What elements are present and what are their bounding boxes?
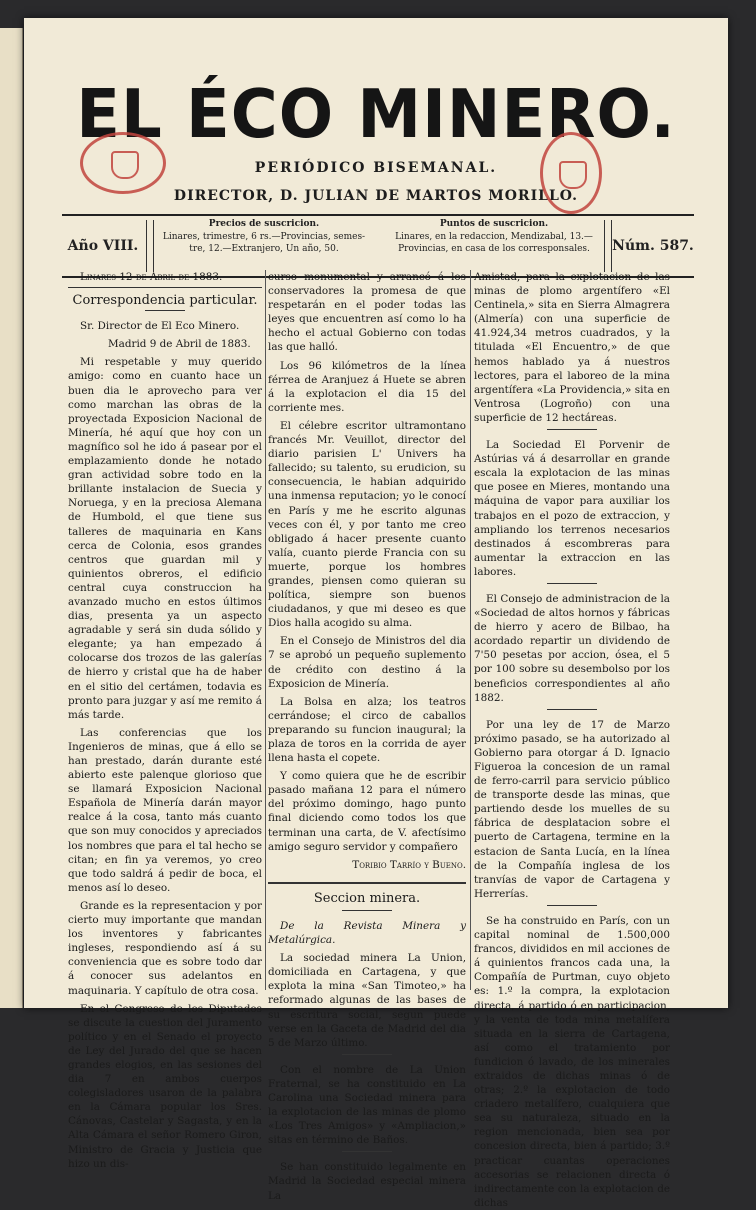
divider <box>146 220 154 272</box>
divider <box>604 220 612 272</box>
paragraph: Los 96 kilómetros de la línea férrea de Aranjuez á Huete se abren á la explotacion el dia 15 del corriente mes. <box>268 359 466 414</box>
paragraph: Las conferencias que los Ingenieros de minas, que á ello se han prestado, darán durante esté abierto este palenque glorioso que se llamará Exposicion Nacional Española de Minería darán mayor realce á la cosa, tanto más cuanto que son muy conocidos y apreciados los nombres que para el tal hecho se citan; en fin ya veremos, yo creo que todo saldrá á pedir de boca, el menos así lo deseo. <box>68 726 262 894</box>
adjacent-page-edge <box>0 28 23 1008</box>
masthead-subtitle: PERIÓDICO BISEMANAL. <box>254 160 498 176</box>
column-3 <box>474 270 670 1209</box>
paragraph: Y como quiera que he de escribir pasado mañana 12 para el número del próximo domingo, hago punto final diciendo como todos los que terminan una carta, de V. afectísimo amigo seguro servidor y compañero <box>268 770 466 853</box>
rule <box>547 905 597 906</box>
rule <box>342 1151 392 1152</box>
paragraph: Con el nombre de La Union Fraternal, se ha constituido en La Carolina una Sociedad minera para la explotacion de las minas de plomo «Los Tres Amigos» y «Ampliacion,» sitas en término de Baños. <box>268 1063 466 1147</box>
column-rule <box>470 270 471 990</box>
rule <box>342 910 392 911</box>
paragraph: Mi respetable y muy querido amigo: como en cuanto hace un buen dia le aprovecho para ver como marchan las obras de la proyectada Exposicion Nacional de Minería, hé aquí que hoy con un magnífico sol he ido á pasear por el emplazamiento donde he notado gran actividad sobre todo en la brillante instalacion de Suecia y Noruega, y en la preciosa Alemana de Humbold, el que tiene sus talleres de maquinaria en Kans cerca de Colonia, esos grandes centros que guardan mil y quinientos obreros, el edificio central cuya construccion ha avanzado mucho en estos últimos dias, presenta ya un aspecto agradable y será sin duda sólido y elegante; ya han empezado á colocarse dos trozos de las galerías de hierro y cristal que ha de haber en el sitio del certámen, todavia es pronto para juzgar y así me remito á más tarde. <box>68 356 262 721</box>
newspaper-page <box>24 18 728 1209</box>
paragraph: La sociedad minera La Union, domiciliada en Cartagena, y que explota la mina «San Timoteo,» ha reformado algunas de las bases de su escritura social, segun puede verse en la Gaceta de Madrid del dia 5 de Marzo último. <box>268 952 466 1049</box>
column-1 <box>68 270 262 1170</box>
masthead-director: DIRECTOR, D. JULIAN DE MARTOS MORILLO. <box>173 188 579 204</box>
dateline: Linares 12 de Abril de 1883. <box>68 270 262 288</box>
subscription-prices <box>154 216 374 276</box>
subscription-points <box>384 216 604 276</box>
masthead-title: EL ÉCO MINERO. <box>76 76 676 154</box>
issue-number: Núm. 587. <box>612 238 694 254</box>
prices-heading: Precios de suscricion. <box>208 219 320 229</box>
paragraph: Grande es la representacion y por cierto muy importante que mandan los inventores y fabricantes ingleses, respondiendo así á su conveniencia que es sobre todo dar á conocer sus adelantos en maquinaria. Y capítulo de otra cosa. <box>68 899 262 997</box>
paragraph: Amistad, para la explotacion de las minas de plomo argentífero «El Centinela,» sita en Sierra Almagrera (Almería) con una superficie de 41.924,34 metros cuadrados, y la titulada «El Encuentro,» de que hemos hablado ya á nuestros lectores, para el laboreo de la mina argentífera «La Providencia,» sita en Ventrosa (Logroño) con una superficie de 12 hectáreas. <box>474 271 670 424</box>
paragraph: Se han constituido legalmente en Madrid la Sociedad especial minera La <box>268 1161 466 1202</box>
paragraph: El Consejo de administracion de la «Sociedad de altos hornos y fábricas de hierro y acero de Bilbao, ha acordado repartir un dividendo de 7'50 pesetas por accion, ósea, el 5 por 100 sobre su desembolso por los beneficios correspondientes al año 1882. <box>474 592 670 704</box>
paragraph: En el Congreso de los Diputados se discute la cuestion del Juramento político y en el Senado el proyecto de Ley del Jurado del que se hacen grandes elogios, en las sesiones del dia 7 en ambos cuerpos colegisladores usaron de la palabra en la Cámara popular los Sres. Cánovas, Castelar y Sagasta, y en la Alta Cámara el señor Romero Giron, Ministro de Gracia y Justicia que hizo un dis- <box>68 1002 262 1170</box>
paragraph: Por una ley de 17 de Marzo próximo pasado, se ha autorizado al Gobierno para otorgar á D. Ignacio Figueroa la concesion de un ramal de ferro-carril para servicio público de transporte desde las minas, que partiendo desde los muelles de su fábrica de desplatacion sobre el puerto de Cartagena, termine en la estacion de Santa Lucía, en la línea de la Compañía inglesa de los tranvías de vapor de Cartagena y Herrerías. <box>474 718 670 900</box>
points-line-2: Provincias, en casa de los corresponsales. <box>398 244 590 254</box>
rule <box>547 709 597 710</box>
paragraph: La Bolsa en alza; los teatros cerrándose; el circo de caballos preparando su funcion inaugural; la plaza de toros en la corrida de ayer llena hasta el copete. <box>268 695 466 765</box>
section-heading: Seccion minera. <box>313 890 421 906</box>
paragraph: En el Consejo de Ministros del dia 7 se aprobó un pequeño suplemento de crédito con destino á la Exposicion de Minería. <box>268 635 466 690</box>
signature: Toribio Tarrío y Bueno. <box>352 858 466 871</box>
prices-line-2: tre, 12.—Extranjero, Un año, 50. <box>189 244 339 254</box>
library-stamp-left <box>80 132 166 194</box>
letter-salutation: Sr. Director de El Eco Minero. <box>80 320 240 333</box>
points-heading: Puntos de suscricion. <box>439 219 549 229</box>
points-line-1: Linares, en la redaccion, Mendizabal, 13.— <box>395 232 593 242</box>
info-bar <box>62 214 694 278</box>
letter-date: Madrid 9 de Abril de 1883. <box>108 338 251 351</box>
library-stamp-right <box>540 132 602 214</box>
prices-line-1: Linares, trimestre, 6 rs.—Provincias, semes- <box>162 232 366 242</box>
column-rule <box>265 270 266 990</box>
rule <box>547 583 597 584</box>
rule <box>342 1054 392 1055</box>
issue-year: Año VIII. <box>67 238 139 254</box>
section-heading: Correspondencia particular. <box>72 293 258 309</box>
paragraph: curso monumental y arrancó á los conservadores la promesa de que respetarán en el poder todas las leyes que encuentren así como lo ha hecho el actual Gobierno con todas las que halló. <box>268 271 466 354</box>
rule <box>547 429 597 430</box>
paragraph: El célebre escritor ultramontano francés Mr. Veuillot, director del diario parisien L' Univers ha fallecido; su talento, su erudicion, su consecuencia, le habian adquirido una inmensa reputacion; yo le conocí en París y me he escrito algunas veces con él, y por tanto me creo obligado á hacer presente cuanto valía, cuanto pierde Francia con su muerte, porque los hombres grandes, piensen como quieran su política, siempre son buenos ciudadanos, y que mi deseo es que Dios halla acogido su alma. <box>268 419 466 630</box>
source-line: De la Revista Minera y Metalúrgica. <box>268 919 466 947</box>
rule <box>268 882 466 884</box>
paragraph: Se ha construido en París, con un capital nominal de 1.500,000 francos, divididos en mil acciones de á quinientos francos cada una, la Compañía de Purtman, cuyo objeto es: 1.º la compra, la explotacion directa, á partido ó en participacion, y la venta de toda mina metalífera situada en la sierra de Cartagena, así como el tratamiento por fundicion ó lavado, de los minerales extraidos de dichas minas ó de otras; 2.º la explotacion de todo criadero metalífero, cualquiera que sea su naturaleza, situado en la region mencionada, bien sea por concesion directa, bien á partido; 3.º practicar cuantas operaciones accesorias se relacionen directa ó indirectamente con la explotacion de dichas <box>474 914 670 1209</box>
rule <box>145 310 185 311</box>
paragraph: La Sociedad El Porvenir de Astúrias vá á desarrollar en grande escala la explotacion de las minas que posee en Mieres, montando una máquina de vapor para auxiliar los trabajos en el pozo de extraccion, y ampliando los terrenos necesarios destinados á escombreras para aumentar la extraccion en las labores. <box>474 439 670 578</box>
column-2 <box>268 270 466 1202</box>
